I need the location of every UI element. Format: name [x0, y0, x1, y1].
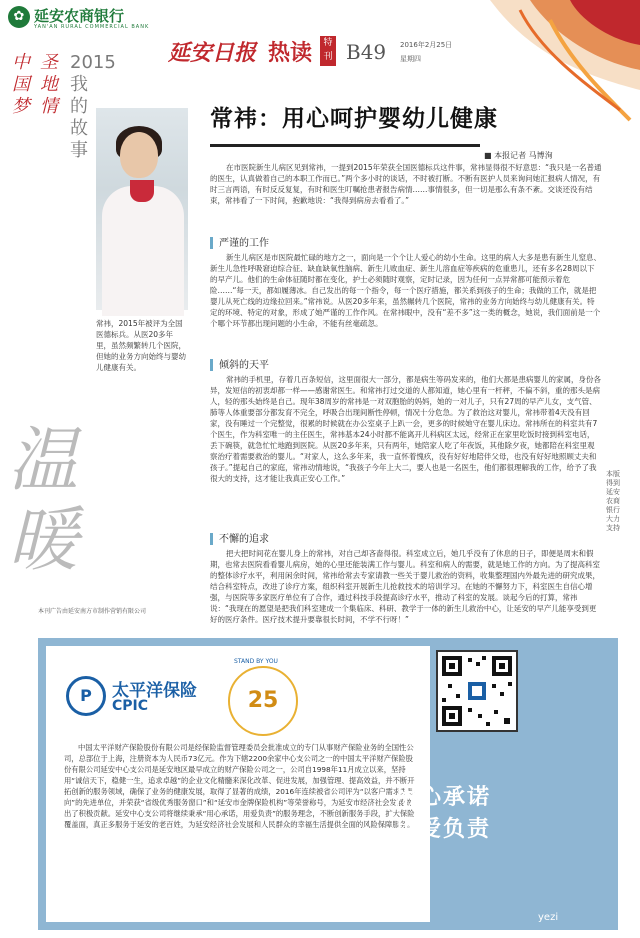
watermark: yezi	[538, 912, 559, 923]
photo-scarf	[130, 180, 154, 202]
paper-name: 延安日报	[168, 40, 257, 66]
qr-code-icon	[436, 650, 518, 732]
cpic-logo-icon: P	[66, 676, 106, 716]
section-heading-2	[210, 356, 269, 371]
article-byline: ■ 本报记者 马博洵	[484, 151, 553, 160]
ad-credit: 本刊广告由延安南方市制作营销有限公司	[38, 608, 147, 615]
section-body-1: 新生儿病区是市医院最忙碌的地方之一，面向是一个个让人爱心的幼小生命。这里的病人大多是患有新生儿窒息、新生儿急性呼吸窘迫综合征、缺血缺氧性脑病、新生儿败血症、新生儿溶血症等疾病的危重患儿，还有多名28周以下的早产儿。他们的生命体征随时都在变化，护士必须随时观察，定时记录，因为任何一点异常都可能预示着危险……“每一天，都如履薄冰。自己发出的每一个指令，每一个医疗措施，都关系到孩子的生命；我做的工作，就是把婴儿从死亡线的边缘拉回来。”常祎说。从医20多年来，虽然辗转几个医院，常祎的业务方向始终与幼儿健康有关。特定的环境、特定的对象，形成了她严谨的工作作风。在常祎眼中，没有“差不多”这一类的概念，她说，我们面前是一个个哪个环节都出现问题的小生命，不能有丝毫疏忽。	[210, 253, 601, 328]
special-badge: 特刊	[320, 36, 336, 66]
photo-caption: 常祎，2015年被评为全国医德标兵。从医20多年里，虽然频繁转几个医院，但她的业务方向始终与婴幼儿健康有关。	[96, 319, 186, 372]
photo-face	[120, 132, 158, 178]
ad-brand-en: CPIC	[112, 698, 149, 714]
bank-name: 延安农商银行	[34, 7, 125, 25]
section-bar	[210, 533, 213, 545]
article-lead: 在市医院新生儿病区见到常祎，一提到2015年荣获全国医德标兵这件事，常祎显得很不好意思：“我只是一名普通的医生，认真做着自己的本职工作而已。”两个多小时的谈话，不时被打断。不断有医护人员来询问她汇报病人情况，有时三言两语，有时反反复复，有时和医生叮嘱抢患者报告病情……事情很多，但一切是那么有条不紊。交谈还没有结束，常祎看了一下时间，抱歉地说：“我得到病房去看看了。”	[210, 163, 602, 205]
portrait-photo	[96, 108, 188, 310]
side-note: 本版得到延安农商银行大力支持	[606, 470, 620, 532]
section-body-3: 把大把时间花在婴儿身上的常祎，对自己却吝啬得很。科室成立后，她几乎没有了休息的日子，即便是周末和假期，也常去医院看看婴儿病房，她的心里还能装满工作与婴儿。科室和病人的需要，就是她工作的方向。为了提高科室的整体诊疗水平，利用闲余时间，常祎给常去专家请教一些关于婴儿救治的资料，收集整理国内外最先进的研究成果，结合科室特点，改进了诊疗方案，组织科室开展新生儿抢救技术的培训学习。在她的不懈努力下，科室医生自信心增强，与医院等多家医疗单位有了合作，通过科技手段提高诊疗水平，推动了科室的发展。谈起今后的打算，常祎说：“我现在的愿望是把我们科室建成一个集临床、科研、教学于一体的新生儿救治中心，让延安的早产儿能享受到更好的医疗条件。医疗技术提升要靠很长时间，不学不行呀！”	[210, 549, 600, 624]
section-heading-3	[210, 530, 269, 545]
calligraphy-warmth: 温暖	[8, 419, 78, 581]
bank-logo-icon: ✿	[8, 6, 30, 28]
ad-brand-cn: 太平洋保险	[112, 681, 197, 701]
vertical-title-china-dream: 中国梦	[12, 52, 30, 117]
section-heading-1	[210, 234, 269, 249]
vertical-title-my-story: 2015我的故事	[70, 52, 116, 161]
issue-weekday: 星期四	[400, 55, 421, 63]
page-number: B49	[346, 40, 387, 64]
section-heading-text: 不懈的追求	[219, 534, 269, 545]
anniversary-badge-icon: 25	[228, 666, 298, 736]
section-heading-text: 严谨的工作	[219, 238, 269, 249]
section-bar	[210, 237, 213, 249]
section-body-2: 常祎的手机里，存着几百条短信，这里面很大一部分，都是病生等码发来的，他们大都是患病婴儿的家属，身份各异，发短信的初衷却都一样——感谢常医生。和常祎打过交道的人都知道，她心里有一杆秤，不偏不斜，重的那头是病人，轻的那头始终是自己。现年38周岁的常祎是一对双胞胎的妈妈，她的一对儿子，只有27周的早产儿女，支气管、肺等人体重要部分都发育不完全，呼吸合出现间断性停顿，情况十分危急。为了救治这对婴儿，常祎带着4天没有回家，没有睡过一个完整觉，很累的时候就在办公室桌子上趴一会，更多的时候她守在婴儿床边。常祎所在的科室共有7个医生，作为科室唯一的主任医生，常祎基本24小时都不能离开儿科病区太远，经常正在家里吃饭时接到科室电话，丢下碗筷，就急忙忙地跑到医院。从医20多年来，只有两年，她陪家人吃了年夜饭，其他除夕夜，她都陪在科室里观察治疗着需要救治的婴儿。“对家人，这么多年来，我一直怀着愧疚，没有好好地陪伴父母，也没有好好地照顾丈夫和孩子。”提起自己的家庭，常祎动情地说，“我孩子今年上大二，要人也是一名医生，他们都很理解我的工作，给予了我很大的支持，这才能让我真正安心工作。”	[210, 375, 601, 483]
title-rule	[210, 144, 480, 147]
section-bar	[210, 359, 213, 371]
photo-coat	[102, 186, 184, 316]
vertical-title-holy-land: 圣地情	[40, 52, 58, 117]
ad-slogan-line-2: 用爱负责	[395, 817, 492, 842]
anniversary-tag: STAND BY YOU	[234, 658, 278, 665]
column-name: 热读	[268, 41, 313, 66]
section-heading-text: 倾斜的天平	[219, 360, 269, 371]
article-title: 常祎：用心呵护婴幼儿健康	[210, 106, 498, 132]
issue-date: 2016年2月25日	[400, 41, 453, 49]
insurance-ad	[38, 638, 618, 930]
ad-content-panel	[46, 646, 430, 922]
bank-en-name: YAN'AN RURAL COMMERCIAL BANK	[34, 24, 150, 30]
ad-body-text: 中国太平洋财产保险股份有限公司是经保险监督管理委员会批准成立的专门从事财产保险业务的全国性公司，总部位于上海，注册资本为人民币73亿元。作为下辖2200余家中心支公司之一的中国太平洋财产保险股份有限公司延安中心支公司是延安地区最早成立的财产保险公司之一，公司自1998年11月成立以来，坚持用“诚信天下，稳健一生，追求卓越”的企业文化精髓来深化改革、促进发展，加强管理、提高效益，并不断开拓创新的服务领域，确保了业务的健康发展，取得了显著的成绩，2016年连续被省公司评为“以客户需求为导向”的先进单位，并荣获“省级优秀服务窗口”和“延安市金牌保险机构”等荣誉称号，为延安市经济社会发展做出了积极贡献。延安中心支公司将继续秉承“用心承诺，用爱负责”的服务理念，不断创新服务手段，扩大保险覆盖面，真正多服务于延安的老百姓，为延安经济社会发展和人民群众的幸福生活提供全面的风险保障服务。	[64, 743, 415, 829]
ad-slogan-line-1: 用心承诺	[395, 785, 492, 810]
